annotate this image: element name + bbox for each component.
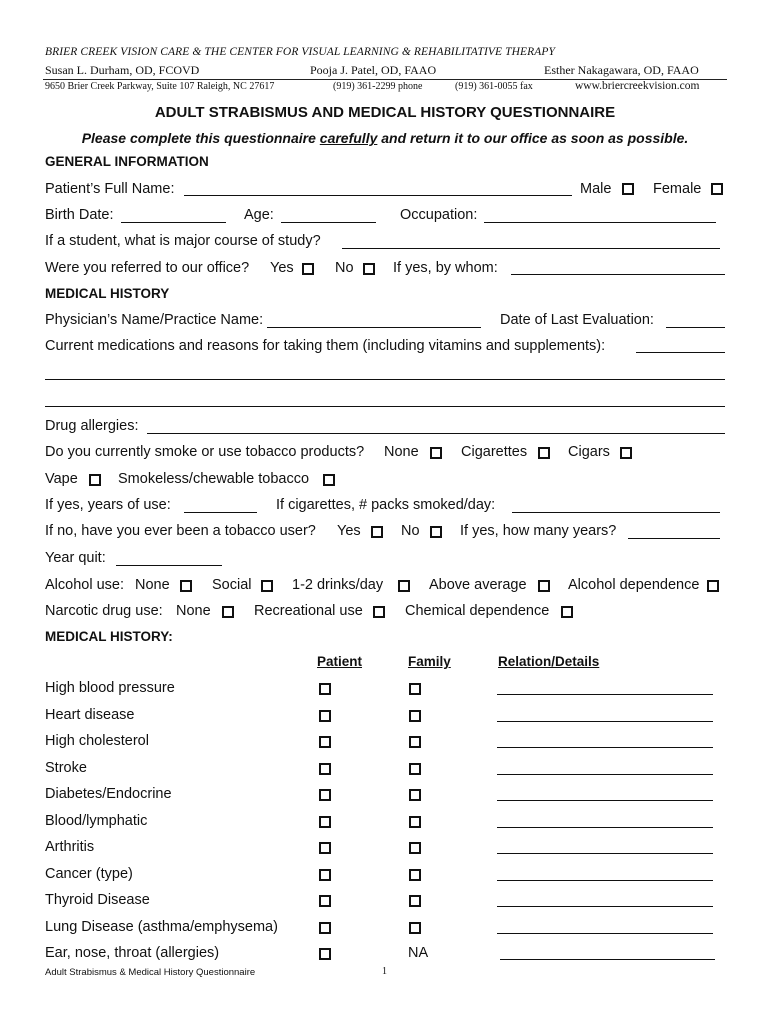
age-field[interactable] bbox=[281, 222, 376, 223]
narcotic-none-label: None bbox=[176, 603, 211, 619]
packs-field[interactable] bbox=[512, 512, 720, 513]
patient-checkbox[interactable] bbox=[319, 816, 331, 828]
referred-no-checkbox[interactable] bbox=[363, 263, 375, 275]
recreational-label: Recreational use bbox=[254, 603, 363, 619]
by-whom-field[interactable] bbox=[511, 274, 725, 275]
practice-name: BRIER CREEK VISION CARE & THE CENTER FOR VISUAL LEARNING & REHABILITATIVE THERAPY bbox=[45, 46, 556, 58]
practice-address: 9650 Brier Creek Parkway, Suite 107 Raleigh, NC 27617 bbox=[45, 81, 275, 92]
relation-details-field[interactable] bbox=[497, 853, 713, 854]
how-many-label: If yes, how many years? bbox=[460, 523, 617, 539]
last-eval-label: Date of Last Evaluation: bbox=[500, 312, 654, 328]
practice-website: www.briercreekvision.com bbox=[575, 80, 700, 92]
patient-checkbox[interactable] bbox=[319, 736, 331, 748]
referred-yes-checkbox[interactable] bbox=[302, 263, 314, 275]
patient-checkbox[interactable] bbox=[319, 683, 331, 695]
smoke-label: Do you currently smoke or use tobacco products? bbox=[45, 444, 365, 460]
birth-date-label: Birth Date: bbox=[45, 207, 114, 223]
family-checkbox[interactable] bbox=[409, 895, 421, 907]
packs-label: If cigarettes, # packs smoked/day: bbox=[276, 497, 496, 513]
alcohol-none-checkbox[interactable] bbox=[180, 580, 192, 592]
family-checkbox[interactable] bbox=[409, 842, 421, 854]
medications-line-3[interactable] bbox=[45, 406, 725, 407]
condition-label: Ear, nose, throat (allergies) bbox=[45, 945, 220, 961]
condition-label: Diabetes/Endocrine bbox=[45, 786, 172, 802]
relation-details-field[interactable] bbox=[497, 747, 713, 748]
patient-checkbox[interactable] bbox=[319, 948, 331, 960]
drinks-checkbox[interactable] bbox=[398, 580, 410, 592]
patient-checkbox[interactable] bbox=[319, 869, 331, 881]
occupation-label: Occupation: bbox=[400, 207, 478, 223]
history-heading: MEDICAL HISTORY: bbox=[45, 629, 173, 644]
referred-yes-label: Yes bbox=[270, 260, 294, 276]
patient-checkbox[interactable] bbox=[319, 710, 331, 722]
doctor-nakagawara: Esther Nakagawara, OD, FAAO bbox=[544, 63, 699, 77]
condition-label: Arthritis bbox=[45, 839, 95, 855]
full-name-field[interactable] bbox=[184, 195, 572, 196]
female-label: Female bbox=[653, 181, 702, 197]
smoke-none-checkbox[interactable] bbox=[430, 447, 442, 459]
cigars-label: Cigars bbox=[568, 444, 610, 460]
social-label: Social bbox=[212, 577, 252, 593]
condition-label: Heart disease bbox=[45, 707, 135, 723]
cigars-checkbox[interactable] bbox=[620, 447, 632, 459]
relation-details-field[interactable] bbox=[497, 906, 713, 907]
patient-checkbox[interactable] bbox=[319, 789, 331, 801]
student-field[interactable] bbox=[342, 248, 720, 249]
practice-phone: (919) 361-2299 phone bbox=[333, 81, 423, 92]
doctor-patel: Pooja J. Patel, OD, FAAO bbox=[310, 63, 437, 77]
medications-field[interactable] bbox=[636, 352, 725, 353]
vape-label: Vape bbox=[45, 471, 78, 487]
practice-fax: (919) 361-0055 fax bbox=[455, 81, 533, 92]
patient-checkbox[interactable] bbox=[319, 763, 331, 775]
smokeless-checkbox[interactable] bbox=[323, 474, 335, 486]
last-eval-field[interactable] bbox=[666, 327, 725, 328]
alcohol-label: Alcohol use: bbox=[45, 577, 124, 593]
cigarettes-label: Cigarettes bbox=[461, 444, 528, 460]
medical-heading: MEDICAL HISTORY bbox=[45, 286, 170, 301]
family-checkbox[interactable] bbox=[409, 763, 421, 775]
condition-label: Stroke bbox=[45, 760, 87, 776]
narcotic-none-checkbox[interactable] bbox=[222, 606, 234, 618]
relation-details-field[interactable] bbox=[497, 800, 713, 801]
allergies-field[interactable] bbox=[147, 433, 725, 434]
condition-label: High blood pressure bbox=[45, 680, 175, 696]
referred-no-label: No bbox=[335, 260, 354, 276]
family-checkbox[interactable] bbox=[409, 683, 421, 695]
full-name-label: Patient’s Full Name: bbox=[45, 181, 175, 197]
former-yes-label: Yes bbox=[337, 523, 361, 539]
condition-label: Blood/lymphatic bbox=[45, 813, 148, 829]
above-average-checkbox[interactable] bbox=[538, 580, 550, 592]
alcohol-dependence-label: Alcohol dependence bbox=[568, 577, 700, 593]
relation-details-field[interactable] bbox=[497, 880, 713, 881]
column-family: Family bbox=[408, 654, 451, 669]
smoke-none-label: None bbox=[384, 444, 419, 460]
patient-checkbox[interactable] bbox=[319, 842, 331, 854]
alcohol-dependence-checkbox[interactable] bbox=[707, 580, 719, 592]
relation-details-field[interactable] bbox=[497, 933, 713, 934]
smokeless-label: Smokeless/chewable tobacco bbox=[118, 471, 310, 487]
family-na-text: NA bbox=[408, 945, 429, 961]
relation-details-field[interactable] bbox=[497, 721, 713, 722]
relation-details-field[interactable] bbox=[497, 827, 713, 828]
former-yes-checkbox[interactable] bbox=[371, 526, 383, 538]
year-quit-label: Year quit: bbox=[45, 550, 106, 566]
male-checkbox[interactable] bbox=[622, 183, 634, 195]
years-use-field[interactable] bbox=[184, 512, 257, 513]
family-checkbox[interactable] bbox=[409, 789, 421, 801]
social-checkbox[interactable] bbox=[261, 580, 273, 592]
family-checkbox[interactable] bbox=[409, 816, 421, 828]
family-checkbox[interactable] bbox=[409, 736, 421, 748]
doctor-durham: Susan L. Durham, OD, FCOVD bbox=[45, 63, 200, 77]
patient-checkbox[interactable] bbox=[319, 922, 331, 934]
family-checkbox[interactable] bbox=[409, 710, 421, 722]
age-label: Age: bbox=[244, 207, 274, 223]
female-checkbox[interactable] bbox=[711, 183, 723, 195]
former-no-checkbox[interactable] bbox=[430, 526, 442, 538]
narcotic-label: Narcotic drug use: bbox=[45, 603, 163, 619]
family-checkbox[interactable] bbox=[409, 869, 421, 881]
medications-line-2[interactable] bbox=[45, 379, 725, 380]
relation-details-field[interactable] bbox=[500, 959, 715, 960]
chemical-dependence-checkbox[interactable] bbox=[561, 606, 573, 618]
allergies-label: Drug allergies: bbox=[45, 418, 139, 434]
former-no-label: No bbox=[401, 523, 420, 539]
vape-checkbox[interactable] bbox=[89, 474, 101, 486]
relation-details-field[interactable] bbox=[497, 694, 713, 695]
birth-date-field[interactable] bbox=[121, 222, 226, 223]
medications-label: Current medications and reasons for taking them (including vitamins and supplements): bbox=[45, 338, 606, 354]
form-instructions: Please complete this questionnaire carefully and return it to our office as soon as possible. bbox=[81, 130, 689, 146]
recreational-checkbox[interactable] bbox=[373, 606, 385, 618]
patient-checkbox[interactable] bbox=[319, 895, 331, 907]
cigarettes-checkbox[interactable] bbox=[538, 447, 550, 459]
referred-label: Were you referred to our office? bbox=[45, 260, 250, 276]
chemical-dependence-label: Chemical dependence bbox=[405, 603, 550, 619]
page-number: 1 bbox=[382, 966, 387, 977]
condition-label: Cancer (type) bbox=[45, 866, 133, 882]
how-many-field[interactable] bbox=[628, 538, 720, 539]
years-use-label: If yes, years of use: bbox=[45, 497, 171, 513]
former-user-label: If no, have you ever been a tobacco user? bbox=[45, 523, 316, 539]
general-heading: GENERAL INFORMATION bbox=[45, 154, 209, 169]
condition-label: High cholesterol bbox=[45, 733, 149, 749]
physician-field[interactable] bbox=[267, 327, 481, 328]
relation-details-field[interactable] bbox=[497, 774, 713, 775]
student-label: If a student, what is major course of study? bbox=[45, 233, 321, 249]
form-title: ADULT STRABISMUS AND MEDICAL HISTORY QUESTIONNAIRE bbox=[154, 104, 616, 121]
by-whom-label: If yes, by whom: bbox=[393, 260, 498, 276]
condition-label: Lung Disease (asthma/emphysema) bbox=[45, 919, 278, 935]
drinks-label: 1-2 drinks/day bbox=[292, 577, 384, 593]
male-label: Male bbox=[580, 181, 612, 197]
column-relation: Relation/Details bbox=[498, 654, 600, 669]
year-quit-field[interactable] bbox=[116, 565, 222, 566]
above-average-label: Above average bbox=[429, 577, 527, 593]
footer-document-name: Adult Strabismus & Medical History Questionnaire bbox=[45, 967, 256, 978]
alcohol-none-label: None bbox=[135, 577, 170, 593]
column-patient: Patient bbox=[317, 654, 363, 669]
condition-label: Thyroid Disease bbox=[45, 892, 150, 908]
occupation-field[interactable] bbox=[484, 222, 716, 223]
physician-label: Physician’s Name/Practice Name: bbox=[45, 312, 264, 328]
family-checkbox[interactable] bbox=[409, 922, 421, 934]
